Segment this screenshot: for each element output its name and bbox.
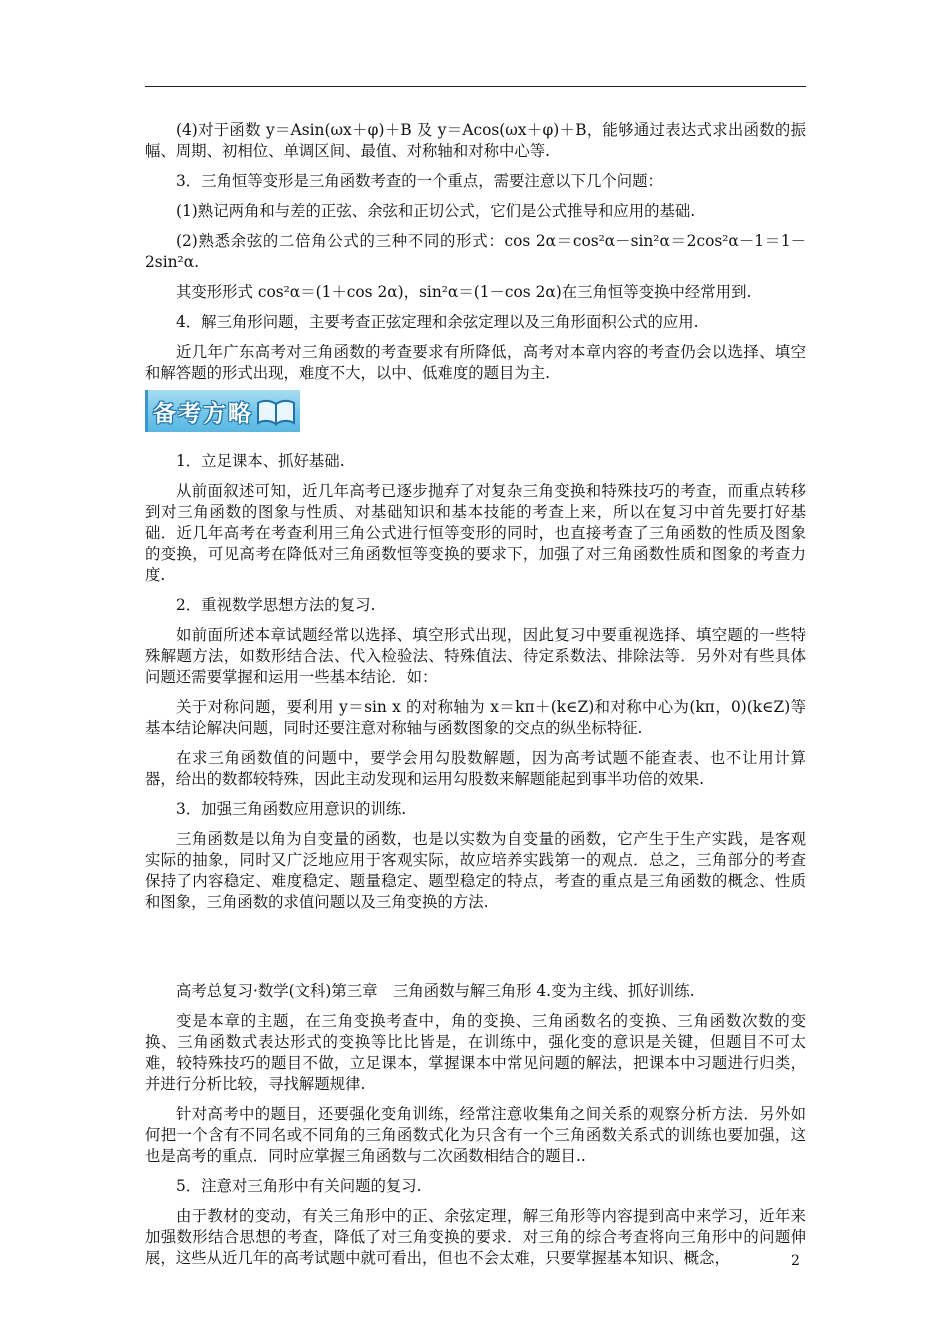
header-rule bbox=[145, 86, 806, 87]
paragraph-13: 在求三角函数值的问题中，要学会用勾股数解题，因为高考试题不能查表、也不让用计算器，给出的数都较特殊，因此主动发现和运用勾股数来解题能起到事半功倍的效果. bbox=[145, 749, 806, 788]
page-content bbox=[145, 120, 806, 1269]
paragraph-10: 2．重视数学思想方法的复习. bbox=[176, 596, 376, 614]
paragraph-20: 由于教材的变动，有关三角形中的正、余弦定理，解三角形等内容提到高中来学习，近年来加强数形结合思想的考查，降低了对三角变换的要求．对三角的综合考查将向三角形中的问题伸展，这些从近几年的高考试题中就可看出，但也不会太难，只要掌握基本知识、概念， bbox=[145, 1207, 806, 1267]
paragraph-2: 3．三角恒等变形是三角函数考查的一个重点，需要注意以下几个问题： bbox=[176, 172, 663, 190]
paragraph-14: 3．加强三角函数应用意识的训练. bbox=[176, 800, 407, 818]
paragraph-18: 针对高考中的题目，还要强化变角训练，经常注意收集角之间关系的观察分析方法．另外如何把一个含有不同名或不同角的三角函数式化为只含有一个三角函数关系式的训练也要加强，这也是高考的重点．同时应掌握三角函数与二次函数相结合的题目.. bbox=[145, 1105, 806, 1165]
paragraph-4: (2)熟悉余弦的二倍角公式的三种不同的形式：cos 2α＝cos²α－sin²α＝2cos²α－1＝1－2sin²α. bbox=[145, 232, 806, 271]
paragraph-19: 5．注意对三角形中有关问题的复习. bbox=[176, 1177, 422, 1195]
paragraph-6: 4．解三角形问题，主要考查正弦定理和余弦定理以及三角形面积公式的应用. bbox=[176, 313, 699, 331]
paragraph-3: (1)熟记两角和与差的正弦、余弦和正切公式，它们是公式推导和应用的基础. bbox=[176, 202, 696, 220]
paragraph-1: (4)对于函数 y＝Asin(ωx＋φ)＋B 及 y＝Acos(ωx＋φ)＋B，能够通过表达式求出函数的振幅、周期、初相位、单调区间、最值、对称轴和对称中心等. bbox=[145, 121, 806, 160]
paragraph-17: 变是本章的主题，在三角变换考查中，角的变换、三角函数名的变换、三角函数次数的变换、三角函数式表达形式的变换等比比皆是，在训练中，强化变的意识是关键，但题目不可太难，较特殊技巧的题目不做，立足课本，掌握课本中常见问题的解法，把课本中习题进行归类，并进行分析比较，寻找解题规律. bbox=[145, 1012, 806, 1093]
paragraph-8: 1．立足课本、抓好基础. bbox=[176, 452, 345, 470]
open-book-icon bbox=[256, 398, 296, 426]
banner-title: 备考方略 bbox=[153, 401, 253, 427]
paragraph-9: 从前面叙述可知，近几年高考已逐步抛弃了对复杂三角变换和特殊技巧的考查，而重点转移到对三角函数的图象与性质、对基础知识和基本技能的考查上来，所以在复习中首先要打好基础．近几年高考在考查利用三角公式进行恒等变形的同时，也直接考查了三角函数的性质及图象的变换，可见高考在降低对三角函数恒等变换的要求下，加强了对三角函数性质和图象的考查力度. bbox=[145, 482, 806, 584]
paragraph-15: 三角函数是以角为自变量的函数，也是以实数为自变量的函数，它产生于生产实践，是客观实际的抽象，同时又广泛地应用于客观实际，故应培养实践第一的观点．总之，三角部分的考查保持了内容稳定、难度稳定、题量稳定、题型稳定的特点，考查的重点是三角函数的概念、性质和图象，三角函数的求值问题以及三角变换的方法. bbox=[145, 830, 806, 911]
paragraph-5: 其变形形式 cos²α＝(1＋cos 2α)，sin²α＝(1－cos 2α)在三角恒等变换中经常用到. bbox=[176, 283, 752, 301]
paragraph-12: 关于对称问题，要利用 y＝sin x 的对称轴为 x＝kπ＋(k∈Z)和对称中心为(kπ，0)(k∈Z)等基本结论解决问题，同时还要注意对称轴与函数图象的交点的纵坐标特征. bbox=[145, 698, 806, 737]
page-number: 2 bbox=[791, 1253, 800, 1269]
paragraph-16: 高考总复习·数学(文科)第三章 三角函数与解三角形 4.变为主线、抓好训练. bbox=[176, 982, 695, 1000]
section-banner bbox=[145, 390, 806, 442]
paragraph-11: 如前面所述本章试题经常以选择、填空形式出现，因此复习中要重视选择、填空题的一些特殊解题方法，如数形结合法、代入检验法、特殊值法、待定系数法、排除法等．另外对有些具体问题还需要掌握和运用一些基本结论．如： bbox=[145, 626, 806, 686]
paragraph-7: 近几年广东高考对三角函数的考查要求有所降低，高考对本章内容的考查仍会以选择、填空和解答题的形式出现，难度不大，以中、低难度的题目为主. bbox=[145, 343, 806, 382]
